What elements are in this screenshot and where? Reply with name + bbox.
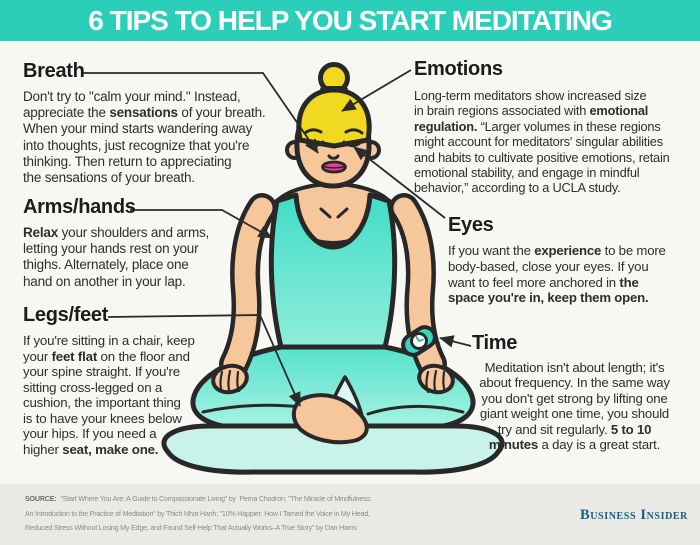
tip-eyes [448, 214, 698, 306]
source-line-1: SOURCE: "Start Where You Are: A Guide to Compassionate Living" by Pema Chodron; "The Miracle of Mindfulness: [25, 494, 372, 503]
tip-emotions-heading: Emotions [414, 58, 503, 80]
tip-breath [23, 60, 293, 186]
emotions-pointer-line [342, 70, 411, 111]
tip-arms [23, 196, 263, 290]
tip-eyes-heading: Eyes [448, 214, 494, 236]
tip-arms-text: Relax your shoulders and arms, letting your hands rest on your thighs. Alternately, place one hand on another in your lap. [23, 225, 210, 289]
tip-legs-text: If you're sitting in a chair, keep your feet flat on the floor and your spine straight. If you're sitting cross-legged on a cushion, the important thing is to have your knees below your hips. If you need a higher seat, make one. [23, 333, 195, 457]
tip-time [452, 332, 697, 452]
tip-emotions-text: Long-term meditators show increased size in brain regions associated with emotional regulation. “Larger volumes in these regions might account for meditators' singular abilities and habits to cultivate positive emotions, retain emotional stability, and engage in mindful behavior,” according to a UCLA study. [414, 88, 670, 196]
source-line-3: Reduced Stress Without Losing My Edge, and Found Self-Help That Actually Works–A True Story" by Dan Harris [25, 523, 357, 533]
tip-time-text: Meditation isn't about length; it's about frequency. In the same way you don't get strong by lifting one giant weight one time, you should try and sit regularly. 5 to 10 minutes a day is a great start. [479, 360, 670, 453]
tip-breath-heading: Breath [23, 60, 85, 82]
tip-emotions [414, 58, 700, 196]
tip-arms-heading: Arms/hands [23, 196, 136, 218]
tip-time-heading: Time [472, 332, 518, 354]
tip-breath-text: Don't try to "calm your mind." Instead, appreciate the sensations of your breath. When your mind starts wandering away into thoughts, just recognize that you're thinking. Then return to appreciating the sensations of your breath. [23, 89, 266, 186]
business-insider-logo: Business Insider [579, 507, 688, 523]
hair [299, 90, 369, 146]
source-line-2: An Introduction to the Practice of Meditation" by Thich Nhat Hanh; "10% Happier: How I Tamed the Voice in My Head, [25, 508, 370, 518]
tip-legs-heading: Legs/feet [23, 304, 109, 326]
tip-eyes-text: If you want the experience to be more body-based, close your eyes. If you want to feel more anchored in the space you're in, keep them open. [448, 243, 666, 306]
tip-legs [23, 304, 243, 457]
page-title: 6 TIPS TO HELP YOU START MEDITATING [88, 5, 612, 36]
source-label: SOURCE: [25, 494, 57, 503]
lips [323, 162, 346, 172]
source-citation [25, 492, 372, 536]
footer-bar [0, 484, 700, 545]
